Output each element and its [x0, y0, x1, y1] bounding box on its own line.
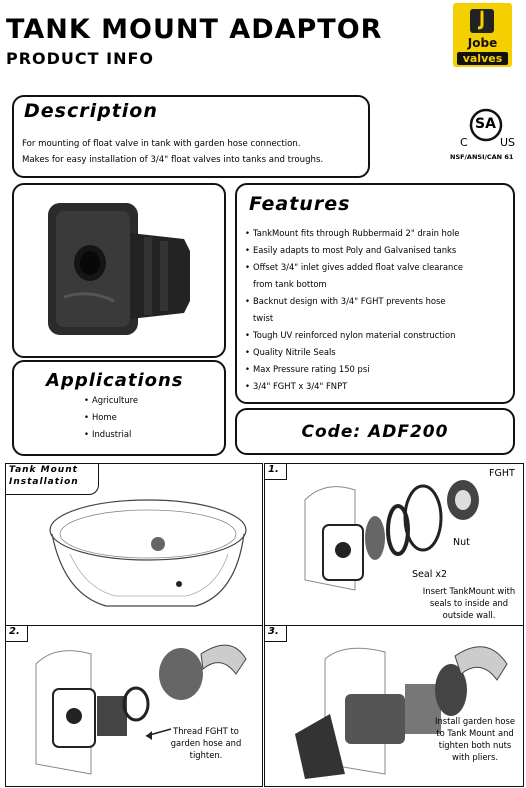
applications-title: Applications — [46, 370, 184, 391]
feature-item-continued: twist — [253, 313, 274, 323]
step3-caption-line: Install garden hose — [434, 716, 515, 726]
step1-panel — [264, 463, 524, 626]
step1-caption-line: Insert TankMount with — [422, 586, 516, 596]
csa-certification — [450, 105, 516, 165]
installation-title-tab — [6, 464, 99, 495]
step3-caption — [425, 715, 525, 763]
label-fght: FGHT — [489, 468, 515, 479]
step3-panel — [264, 625, 524, 787]
step1-illustration — [295, 470, 515, 595]
code-box — [235, 408, 515, 455]
step2-number: 2. — [6, 626, 28, 642]
label-nut: Nut — [453, 537, 470, 548]
page-title: TANK MOUNT ADAPTOR — [6, 14, 383, 45]
csa-mark: SA — [475, 116, 496, 132]
step1-number: 1. — [265, 464, 287, 480]
step3-caption-line: with pliers. — [451, 752, 499, 762]
feature-item: • Max Pressure rating 150 psi — [243, 361, 509, 378]
feature-item: • Quality Nitrile Seals — [243, 344, 509, 361]
features-list — [243, 225, 509, 395]
page-subtitle: PRODUCT INFO — [6, 49, 155, 68]
feature-item: • Backnut design with 3/4" FGHT prevents hose — [243, 293, 509, 310]
feature-item: • TankMount fits through Rubbermaid 2" drain hole — [243, 225, 509, 242]
step1-caption — [413, 585, 525, 621]
step3-caption-line: to Tank Mount and — [436, 728, 514, 738]
description-line1: For mounting of float valve in tank with garden hose connection. — [22, 139, 301, 149]
product-image-box — [12, 183, 226, 358]
csa-us: US — [500, 136, 516, 149]
step3-caption-line: tighten both nuts — [438, 740, 512, 750]
features-box — [235, 183, 515, 404]
installation-title-line2: Installation — [9, 477, 79, 487]
step3-number: 3. — [265, 626, 287, 642]
feature-item: • Easily adapts to most Poly and Galvanised tanks — [243, 242, 509, 259]
step2-caption — [156, 725, 256, 761]
application-item: • Agriculture — [82, 392, 138, 409]
applications-box — [12, 360, 226, 456]
application-item: • Home — [82, 409, 138, 426]
csa-standard: NSF/ANSI/CAN 61 — [450, 153, 514, 161]
installation-title-line1: Tank Mount — [9, 465, 78, 475]
feature-item: • Offset 3/4" inlet gives added float valve clearance — [243, 259, 509, 276]
csa-c: C — [460, 136, 468, 149]
feature-item-continued: from tank bottom — [253, 279, 327, 289]
tank-illustration — [46, 494, 251, 619]
jobe-logo-icon — [470, 9, 494, 33]
product-code: Code: ADF200 — [301, 422, 449, 442]
installation-overview-panel — [5, 463, 263, 626]
step2-caption-line: Thread FGHT to — [173, 726, 239, 736]
step2-panel — [5, 625, 263, 787]
step2-caption-line: garden hose and — [170, 738, 242, 748]
logo-text-bottom: valves — [457, 52, 508, 65]
features-title: Features — [249, 193, 351, 215]
step1-caption-line: outside wall. — [442, 610, 496, 620]
applications-list — [82, 392, 138, 443]
step2-caption-line: tighten. — [189, 750, 223, 760]
product-image — [34, 193, 204, 348]
application-item: • Industrial — [82, 426, 138, 443]
feature-item: • 3/4" FGHT x 3/4" FNPT — [243, 378, 509, 395]
description-title: Description — [24, 100, 158, 122]
step1-caption-line: seals to inside and — [429, 598, 509, 608]
description-line2: Makes for easy installation of 3/4" float valves into tanks and troughs. — [22, 155, 324, 165]
jobe-logo — [453, 3, 512, 67]
description-box — [12, 95, 370, 178]
feature-item: • Tough UV reinforced nylon material construction — [243, 327, 509, 344]
label-seal: Seal x2 — [412, 569, 448, 580]
logo-text-top: Jobe — [467, 36, 498, 50]
